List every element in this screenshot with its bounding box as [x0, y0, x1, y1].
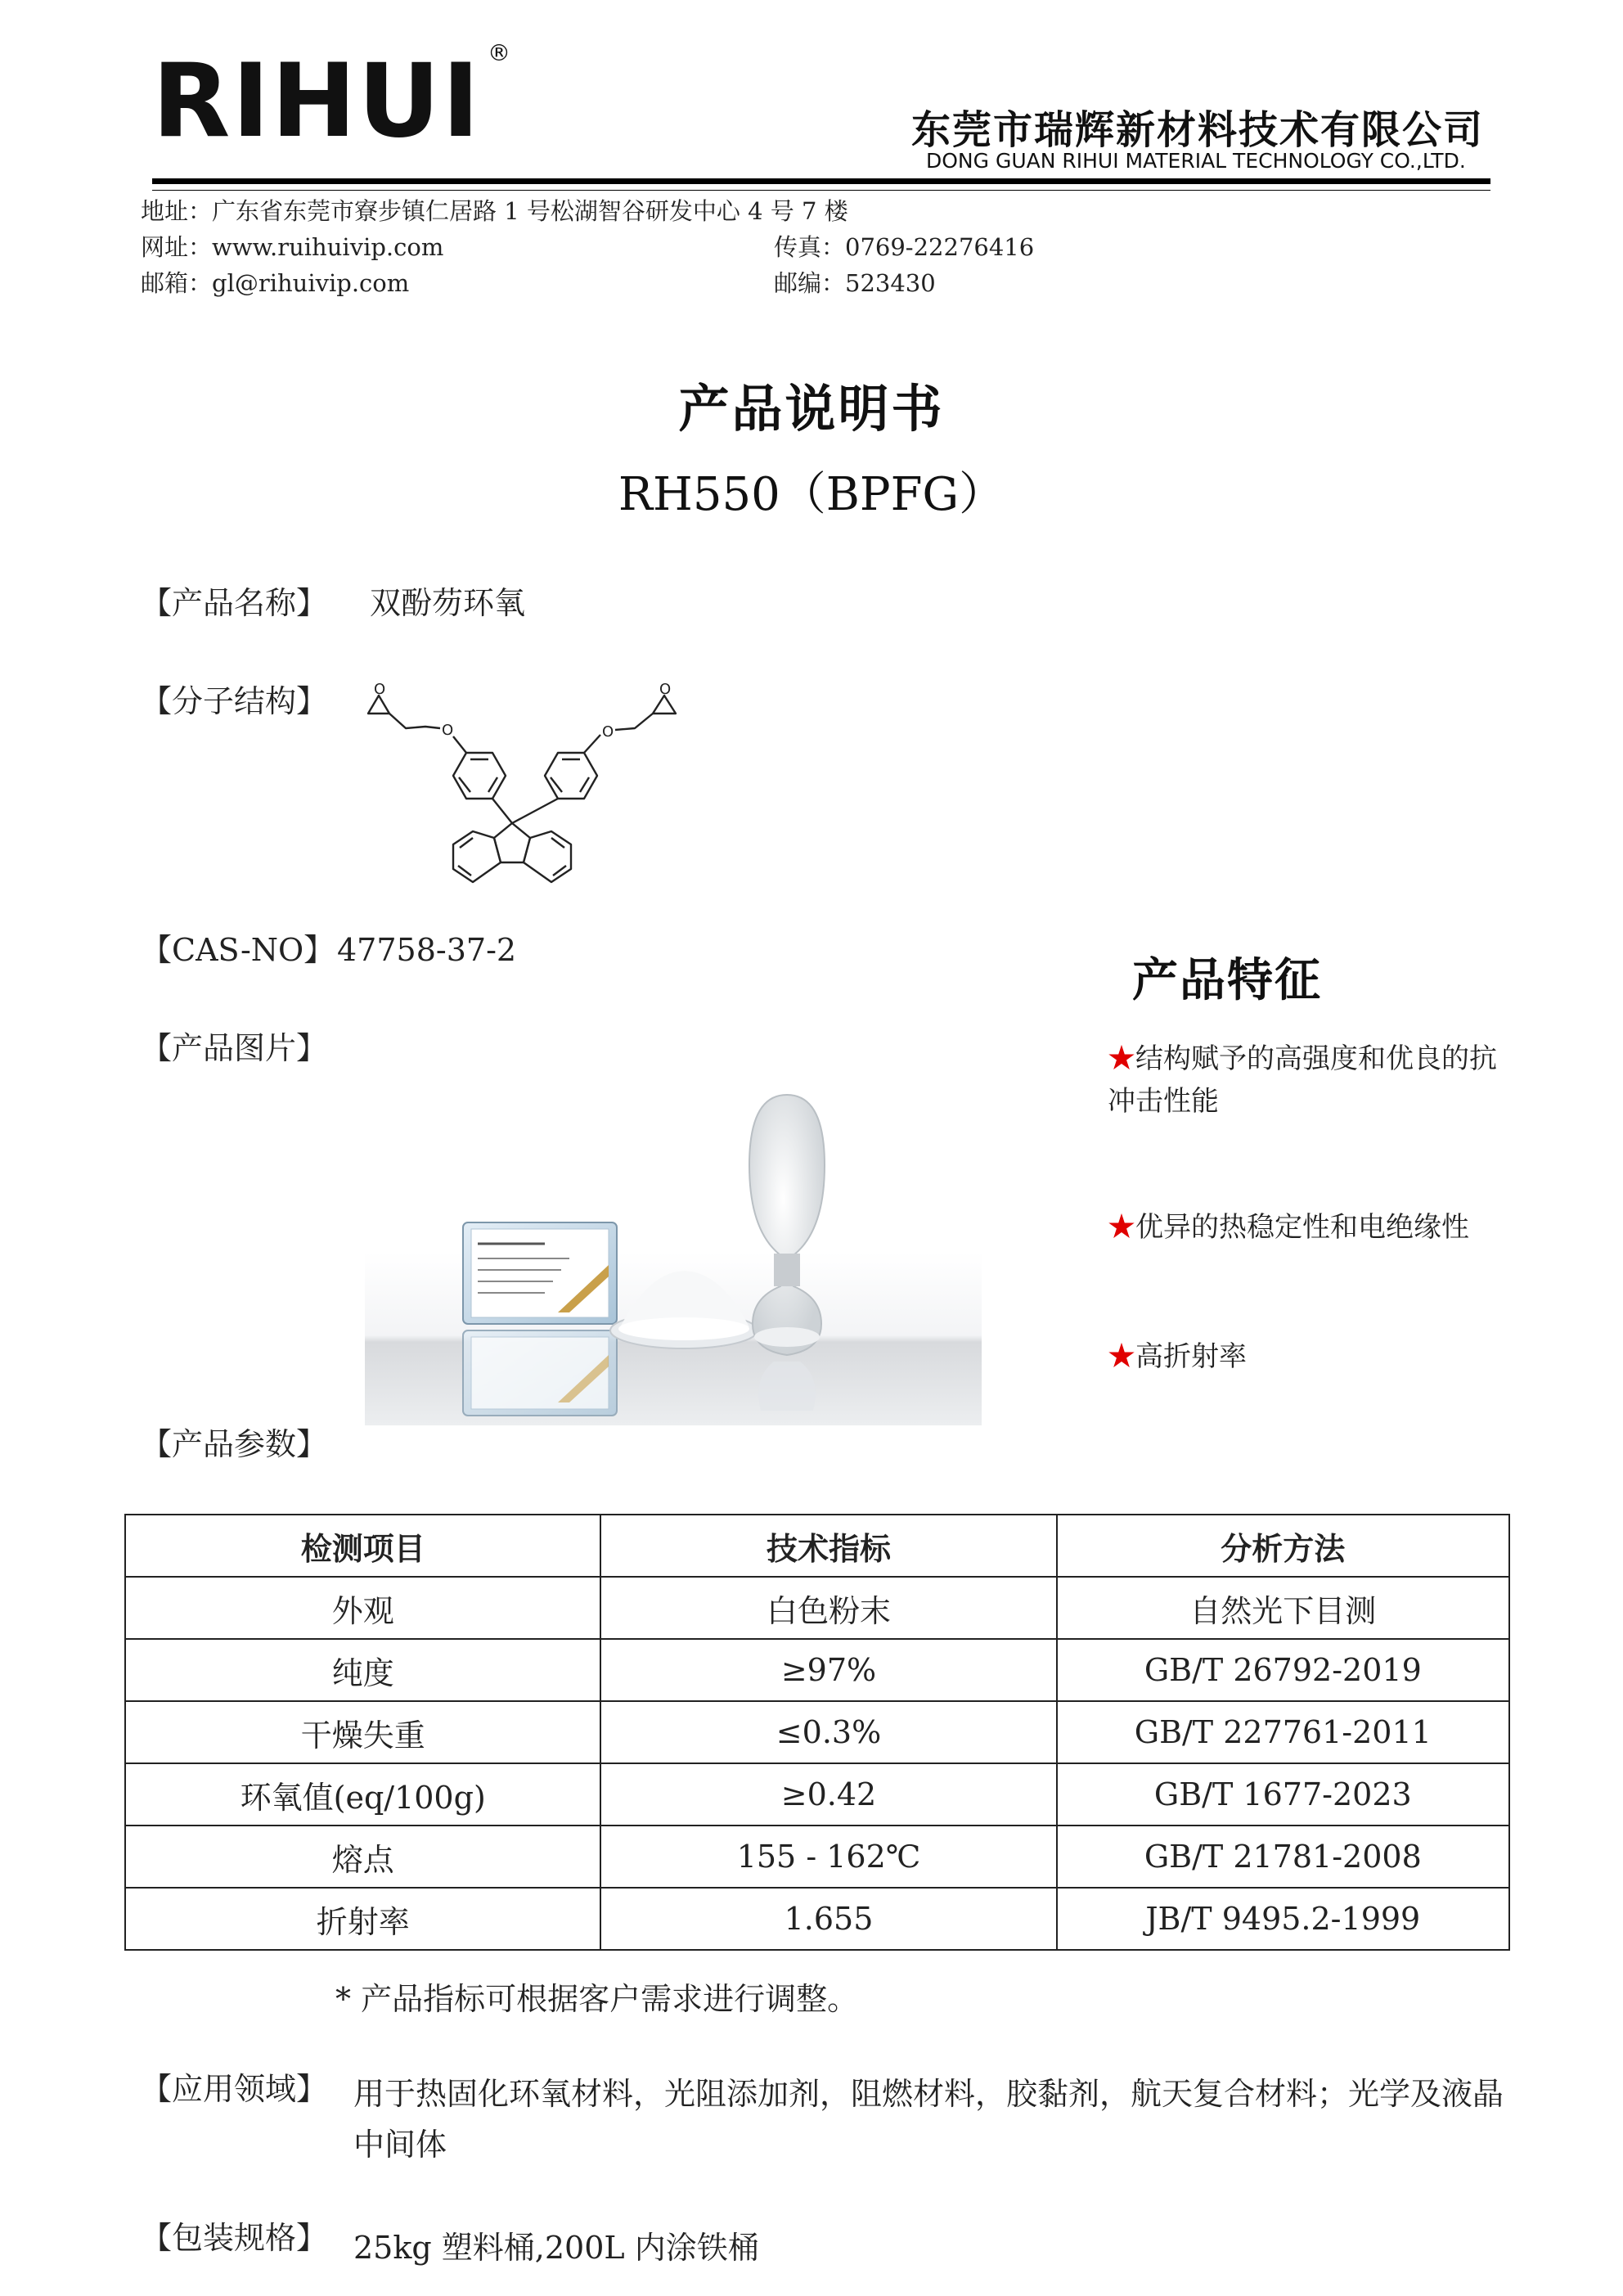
table-cell: ≥0.42: [600, 1763, 1056, 1826]
table-row: [125, 1701, 1509, 1763]
table-cell: 自然光下目测: [1057, 1577, 1509, 1639]
feature-item: ★优异的热稳定性和电绝缘性: [1108, 1211, 1469, 1244]
svg-text:O: O: [659, 681, 672, 698]
contact-address: 地址：广东省东莞市寮步镇仁居路 1 号松湖智谷研发中心 4 号 7 楼: [141, 197, 848, 225]
photo-label: 【产品图片】: [141, 1030, 328, 1066]
svg-text:O: O: [374, 681, 386, 698]
company-name-en: DONG GUAN RIHUI MATERIAL TECHNOLOGY CO.,LTD.: [926, 149, 1466, 173]
document-subtitle: RH550（BPFG）: [618, 468, 1005, 521]
table-cell: GB/T 1677-2023: [1057, 1763, 1509, 1826]
right-phenyl-ring: [545, 753, 597, 799]
table-row: [125, 1826, 1509, 1888]
contact-fax: 传真：0769-22276416: [774, 233, 1035, 261]
table-row: [125, 1577, 1509, 1639]
table-cell: 1.655: [600, 1888, 1056, 1950]
table-cell: GB/T 26792-2019: [1057, 1639, 1509, 1701]
left-epoxide-ring: [368, 696, 389, 714]
product-name-value: 双酚芴环氧: [370, 585, 526, 621]
right-epoxide-ring: [653, 696, 676, 714]
company-name-cn: 东莞市瑞辉新材料技术有限公司: [911, 107, 1485, 153]
contact-website[interactable]: 网址：www.ruihuivip.com: [141, 233, 444, 261]
table-row: [125, 1888, 1509, 1950]
contact-postcode: 邮编：523430: [774, 269, 936, 297]
table-header-row: [125, 1515, 1509, 1577]
table-cell: GB/T 21781-2008: [1057, 1826, 1509, 1888]
table-cell: ≥97%: [600, 1639, 1056, 1701]
star-icon: ★: [1108, 1042, 1135, 1075]
packaging-label: 【包装规格】: [141, 2220, 328, 2256]
table-row: [125, 1639, 1509, 1701]
table-cell: JB/T 9495.2-1999: [1057, 1888, 1509, 1950]
features-title: 产品特征: [1132, 954, 1322, 1007]
feature-item: ★结构赋予的高强度和优良的抗冲击性能: [1108, 1042, 1497, 1118]
product-photo: [365, 1092, 982, 1425]
table-cell: 环氧值(eq/100g): [125, 1763, 600, 1826]
fluorene-core: [453, 823, 571, 882]
feature-item: ★高折射率: [1108, 1340, 1247, 1373]
spec-table: [124, 1514, 1510, 1951]
cas-value: 47758-37-2: [337, 932, 517, 968]
star-icon: ★: [1108, 1211, 1135, 1244]
sample-box: [463, 1222, 617, 1416]
document-title: 产品说明书: [678, 379, 945, 439]
left-phenyl-ring: [453, 753, 506, 799]
table-row: [125, 1763, 1509, 1826]
table-cell: 155 - 162℃: [600, 1826, 1056, 1888]
table-cell: 外观: [125, 1577, 600, 1639]
table-header: 分析方法: [1057, 1515, 1509, 1577]
application-text: 用于热固化环氧材料，光阻添加剂，阻燃材料，胶黏剂，航天复合材料；光学及液晶中间体: [353, 2076, 1504, 2163]
spec-note: * 产品指标可根据客户需求进行调整。: [335, 1981, 859, 2017]
header-divider-thin: [152, 190, 1490, 191]
table-header: 技术指标: [600, 1515, 1056, 1577]
table-cell: 纯度: [125, 1639, 600, 1701]
svg-text:O: O: [442, 722, 454, 739]
table-cell: 折射率: [125, 1888, 600, 1950]
contact-email[interactable]: 邮箱：gl@rihuivip.com: [141, 269, 410, 297]
header-divider: [152, 178, 1490, 184]
table-cell: ≤0.3%: [600, 1701, 1056, 1763]
application-label: 【应用领域】: [141, 2071, 328, 2107]
molecular-structure-diagram: [352, 663, 728, 908]
packaging-text: 25kg 塑料桶,200L 内涂铁桶: [353, 2230, 759, 2266]
table-cell: 熔点: [125, 1826, 600, 1888]
structure-label: 【分子结构】: [141, 683, 328, 719]
table-header: 检测项目: [125, 1515, 600, 1577]
star-icon: ★: [1108, 1340, 1135, 1373]
table-cell: GB/T 227761-2011: [1057, 1701, 1509, 1763]
params-label: 【产品参数】: [141, 1426, 328, 1462]
cas-label: 【CAS-NO】: [141, 932, 335, 968]
table-cell: 干燥失重: [125, 1701, 600, 1763]
svg-text:O: O: [602, 723, 614, 741]
table-cell: 白色粉末: [600, 1577, 1056, 1639]
registered-mark: ®: [488, 39, 510, 66]
company-logo: RIHUI: [152, 43, 482, 160]
product-name-label: 【产品名称】: [141, 585, 328, 621]
